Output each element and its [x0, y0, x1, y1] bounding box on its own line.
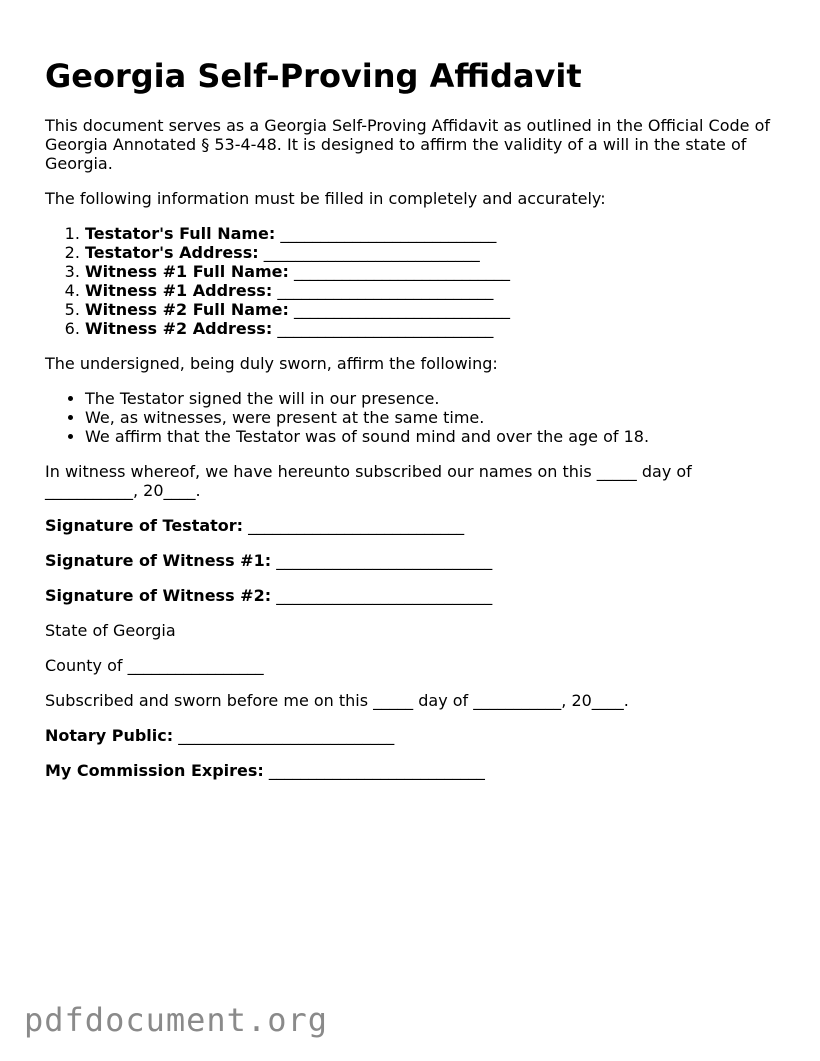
field-label: Witness #2 Address:: [85, 319, 273, 338]
info-field-testator-name: [85, 224, 785, 243]
intro-paragraph: This document serves as a Georgia Self-Proving Affidavit as outlined in the Official Code of Georgia Annotated § 53-4-48. It is designed to affirm the validity of a will in the state of Georgia.: [45, 116, 770, 173]
info-fields-list: [45, 224, 785, 338]
affirmation-item: • We affirm that the Testator was of sound mind and over the age of 18.: [85, 427, 785, 446]
signature-label: Signature of Witness #1:: [45, 551, 272, 570]
document-title: Georgia Self-Proving Affidavit: [45, 57, 582, 95]
commission-expires-line: [45, 761, 785, 780]
instructions-paragraph: The following information must be filled in completely and accurately:: [45, 189, 606, 208]
notary-blank[interactable]: ___________________________: [178, 726, 395, 745]
notary-label: Notary Public:: [45, 726, 174, 745]
field-label: Testator's Full Name:: [85, 224, 276, 243]
state-line: State of Georgia: [45, 621, 176, 640]
signature-blank[interactable]: ___________________________: [276, 586, 493, 605]
document-page: [45, 0, 785, 780]
field-blank[interactable]: ___________________________: [277, 281, 494, 300]
signature-witness-2: [45, 586, 785, 605]
field-blank[interactable]: ___________________________: [277, 319, 494, 338]
field-blank[interactable]: ___________________________: [280, 224, 497, 243]
field-label: Witness #1 Full Name:: [85, 262, 289, 281]
notary-public-line: [45, 726, 785, 745]
watermark: pdfdocument.org: [24, 1001, 328, 1039]
field-blank[interactable]: ___________________________: [294, 262, 511, 281]
signature-label: Signature of Witness #2:: [45, 586, 272, 605]
info-field-witness2-address: [85, 319, 785, 338]
sworn-statement: The undersigned, being duly sworn, affirm the following:: [45, 354, 498, 373]
field-blank[interactable]: ___________________________: [263, 243, 480, 262]
subscribed-line: Subscribed and sworn before me on this _____ day of ___________, 20____.: [45, 691, 629, 710]
field-blank[interactable]: ___________________________: [294, 300, 511, 319]
info-field-witness1-name: [85, 262, 785, 281]
commission-blank[interactable]: ___________________________: [268, 761, 485, 780]
affirmation-item: • The Testator signed the will in our presence.: [85, 389, 785, 408]
affirmations-list: [45, 389, 785, 446]
signature-label: Signature of Testator:: [45, 516, 244, 535]
signature-testator: [45, 516, 785, 535]
field-label: Witness #1 Address:: [85, 281, 273, 300]
commission-label: My Commission Expires:: [45, 761, 264, 780]
signature-blank[interactable]: ___________________________: [276, 551, 493, 570]
field-label: Witness #2 Full Name:: [85, 300, 289, 319]
signature-blank[interactable]: ___________________________: [248, 516, 465, 535]
info-field-witness1-address: [85, 281, 785, 300]
info-field-testator-address: [85, 243, 785, 262]
field-label: Testator's Address:: [85, 243, 259, 262]
county-line: County of _________________: [45, 656, 264, 675]
affirmation-item: • We, as witnesses, were present at the same time.: [85, 408, 785, 427]
info-field-witness2-name: [85, 300, 785, 319]
witness-whereof-paragraph: In witness whereof, we have hereunto subscribed our names on this _____ day of ___________, 20____.: [45, 462, 692, 500]
signature-witness-1: [45, 551, 785, 570]
